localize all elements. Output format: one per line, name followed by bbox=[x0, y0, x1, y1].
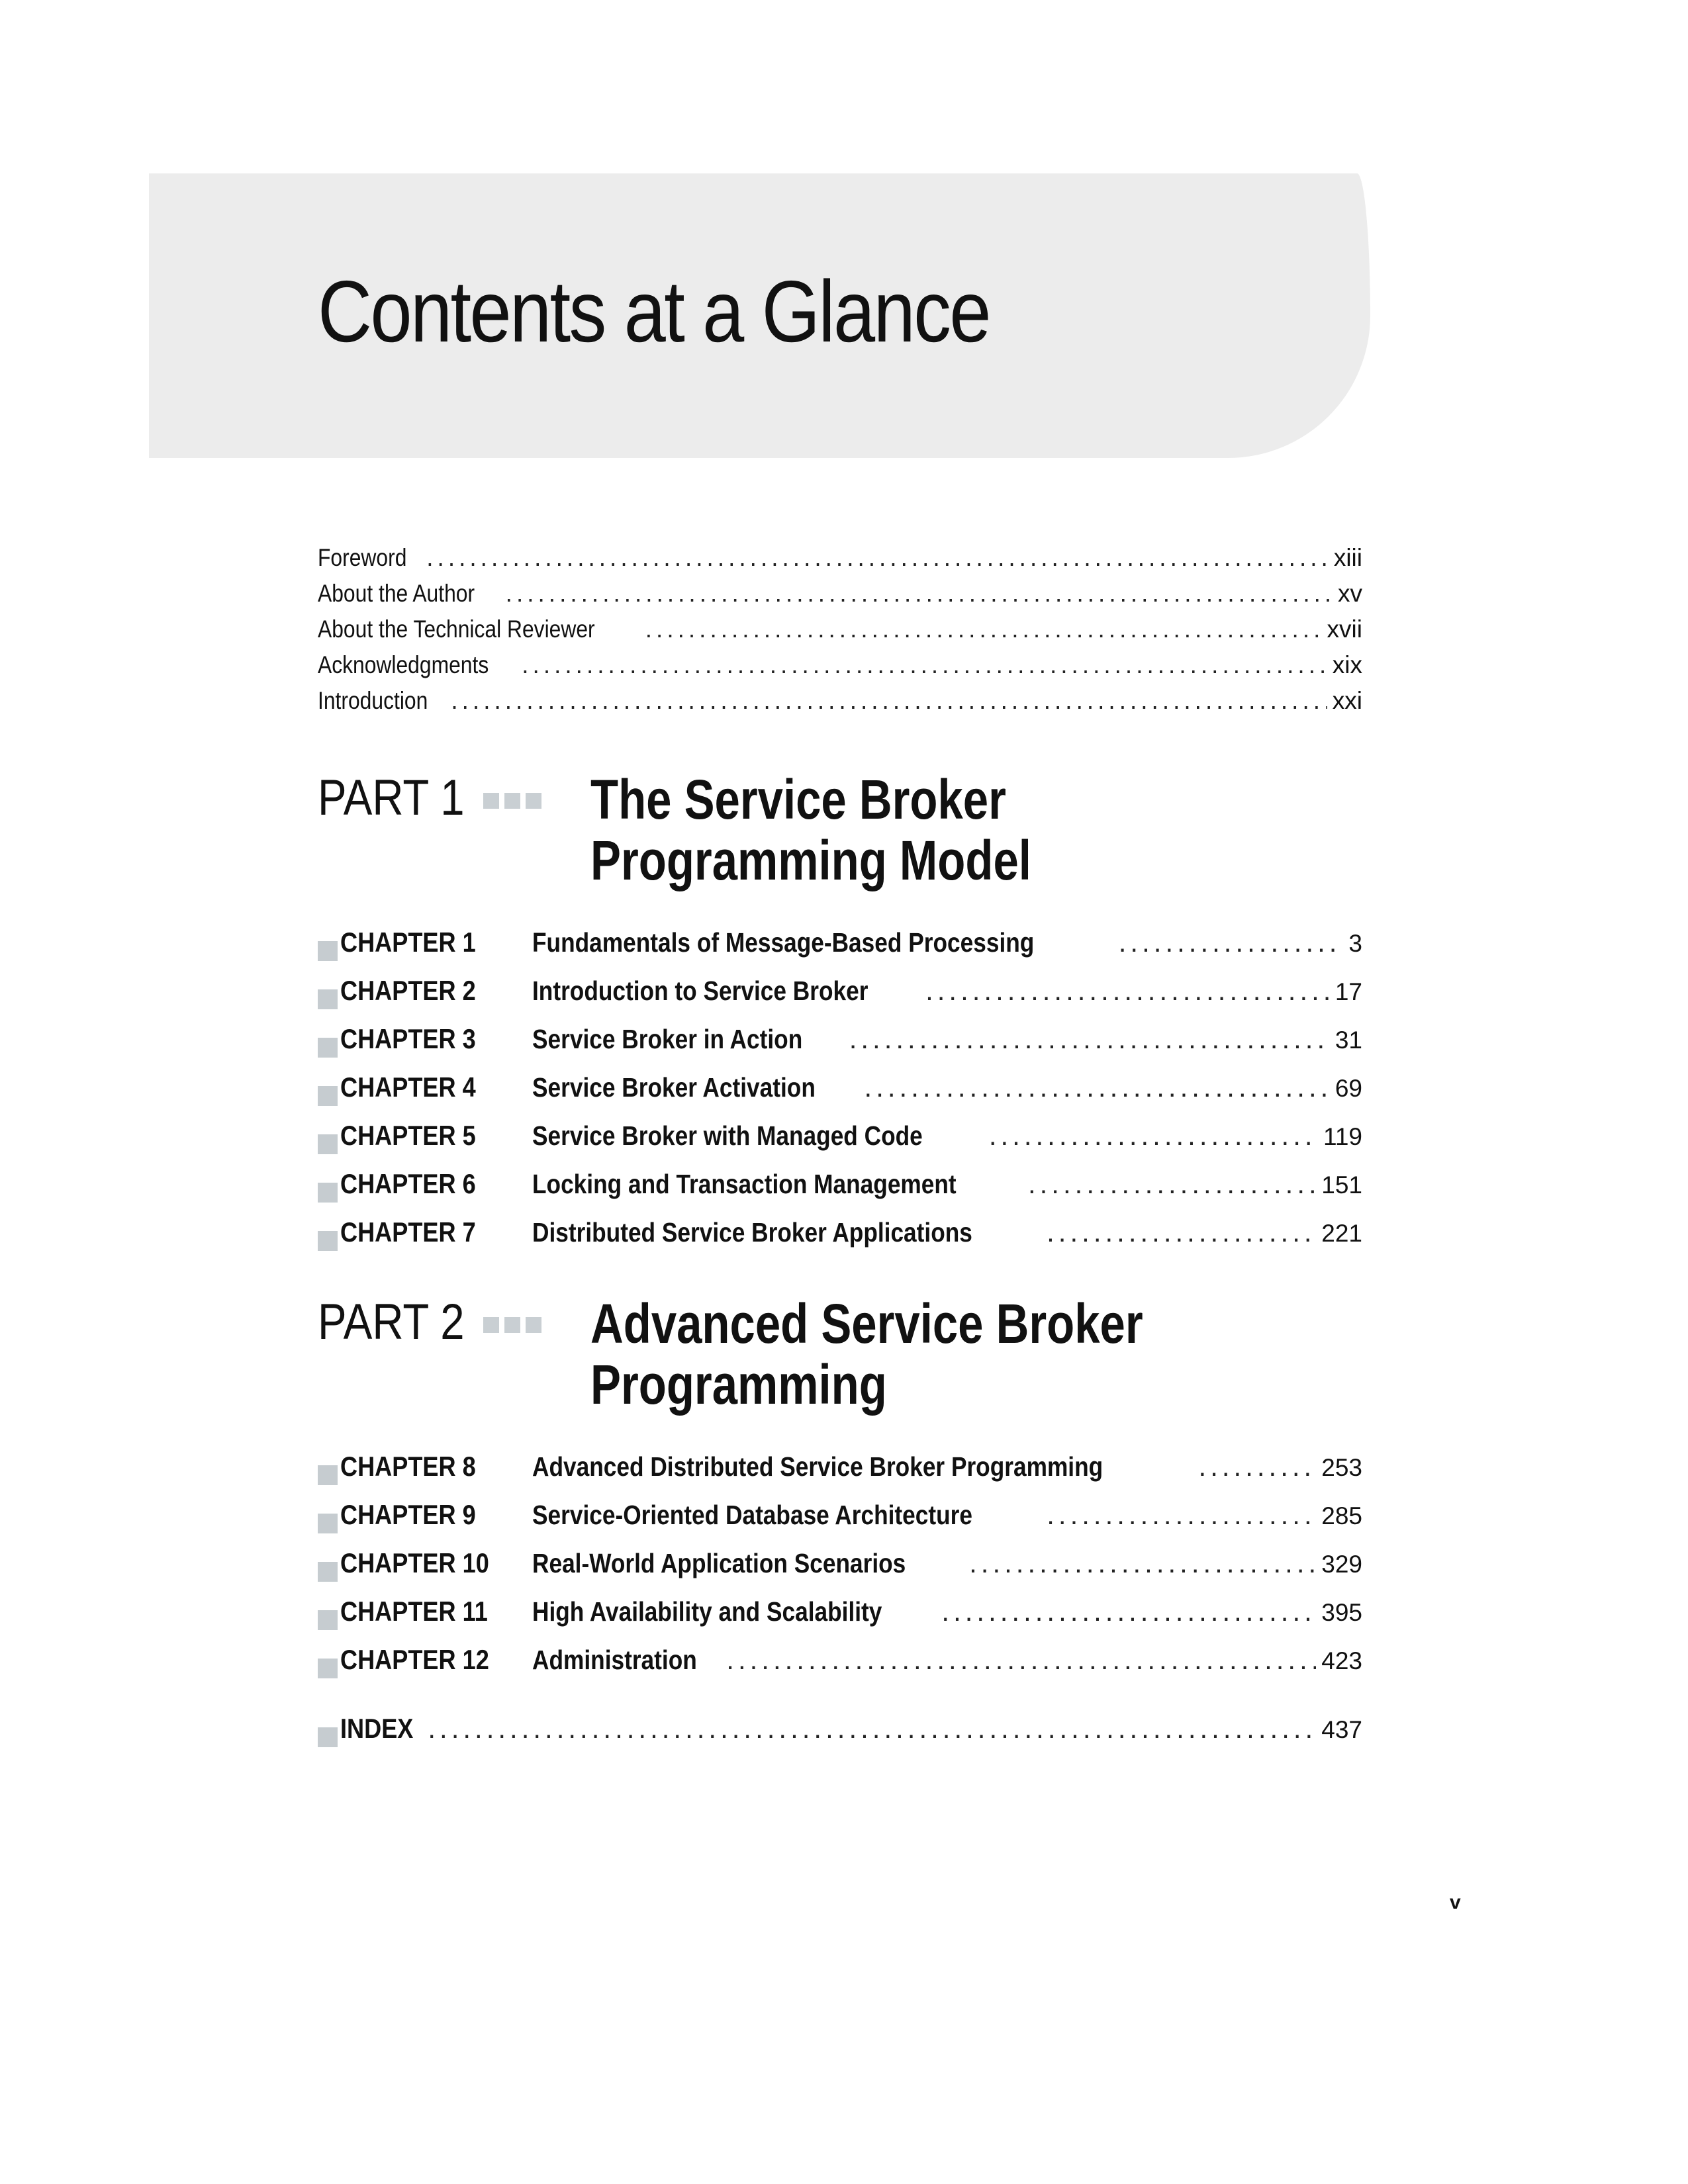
square-bullet-icon bbox=[318, 1086, 338, 1106]
chapter-page: 151 bbox=[1321, 1171, 1362, 1199]
page-title: Contents at a Glance bbox=[318, 263, 990, 360]
square-bullet-icon bbox=[318, 989, 338, 1009]
index-section bbox=[318, 1713, 1362, 1761]
dot-leader bbox=[645, 615, 1322, 643]
chapter-entry-9[interactable] bbox=[318, 1499, 1362, 1547]
chapter-label: CHAPTER 6 bbox=[340, 1168, 476, 1199]
chapter-entry-7[interactable] bbox=[318, 1216, 1362, 1265]
square-bullet-icon bbox=[318, 1038, 338, 1058]
part-title bbox=[590, 769, 1031, 891]
square-icon bbox=[483, 1317, 499, 1333]
part-title-line: Programming bbox=[590, 1353, 887, 1416]
square-icon bbox=[526, 1317, 541, 1333]
square-bullet-icon bbox=[318, 1610, 338, 1630]
dot-leader bbox=[426, 544, 1329, 572]
part-1-heading bbox=[318, 769, 1377, 895]
square-bullet-icon bbox=[318, 1514, 338, 1533]
toc-entry-label: About the Author bbox=[318, 580, 475, 607]
square-bullet-icon bbox=[318, 1465, 338, 1485]
square-icon bbox=[504, 793, 520, 809]
chapter-page: 395 bbox=[1321, 1599, 1362, 1626]
part-separator-squares bbox=[483, 793, 541, 809]
chapter-title: Service Broker with Managed Code bbox=[532, 1120, 923, 1151]
dot-leader bbox=[1119, 927, 1344, 958]
chapter-title: Service Broker in Action bbox=[532, 1024, 803, 1054]
toc-entry-label: About the Technical Reviewer bbox=[318, 615, 595, 643]
front-matter-list bbox=[318, 544, 1362, 723]
chapter-entry-6[interactable] bbox=[318, 1168, 1362, 1216]
chapter-title: Service-Oriented Database Architecture bbox=[532, 1500, 972, 1530]
dot-leader bbox=[989, 1120, 1318, 1152]
index-page: 437 bbox=[1321, 1716, 1362, 1743]
chapter-title: Distributed Service Broker Applications bbox=[532, 1217, 972, 1248]
toc-entry-page: xix bbox=[1332, 651, 1362, 678]
square-icon bbox=[483, 793, 499, 809]
part-title-line: Advanced Service Broker bbox=[590, 1293, 1143, 1355]
part-title-line: The Service Broker bbox=[590, 768, 1006, 831]
page-folio: v bbox=[1450, 1891, 1461, 1913]
index-entry[interactable] bbox=[318, 1713, 1362, 1761]
index-label: INDEX bbox=[340, 1713, 414, 1744]
part-2-heading bbox=[318, 1293, 1377, 1419]
chapter-label: CHAPTER 11 bbox=[340, 1596, 488, 1627]
dot-leader bbox=[506, 580, 1333, 608]
chapter-label: CHAPTER 8 bbox=[340, 1451, 476, 1482]
toc-entry-page: xxi bbox=[1332, 687, 1362, 714]
dot-leader bbox=[1047, 1499, 1316, 1531]
chapter-title: Locking and Transaction Management bbox=[532, 1169, 957, 1199]
part-title bbox=[590, 1293, 1143, 1415]
chapter-entry-4[interactable] bbox=[318, 1071, 1362, 1120]
part-label: PART 1 bbox=[318, 770, 465, 826]
chapter-page: 31 bbox=[1335, 1026, 1362, 1054]
toc-entry-acknowledgments[interactable] bbox=[318, 651, 1362, 687]
chapter-title: Real-World Application Scenarios bbox=[532, 1548, 906, 1578]
chapter-entry-11[interactable] bbox=[318, 1596, 1362, 1644]
dot-leader bbox=[1199, 1451, 1317, 1482]
dot-leader bbox=[849, 1023, 1330, 1055]
chapter-page: 3 bbox=[1348, 930, 1362, 957]
toc-entry-page: xvii bbox=[1327, 615, 1362, 643]
square-bullet-icon bbox=[318, 1562, 338, 1582]
chapter-title: Advanced Distributed Service Broker Programming bbox=[532, 1451, 1103, 1482]
dot-leader bbox=[865, 1071, 1330, 1103]
part-label: PART 2 bbox=[318, 1294, 465, 1350]
chapter-entry-12[interactable] bbox=[318, 1644, 1362, 1692]
square-bullet-icon bbox=[318, 1134, 338, 1154]
toc-entry-page: xiii bbox=[1333, 544, 1362, 571]
chapter-page: 17 bbox=[1335, 978, 1362, 1005]
square-bullet-icon bbox=[318, 1231, 338, 1251]
dot-leader bbox=[428, 1713, 1316, 1745]
chapter-label: CHAPTER 9 bbox=[340, 1499, 476, 1530]
part-separator-squares bbox=[483, 1317, 541, 1333]
chapter-label: CHAPTER 4 bbox=[340, 1071, 476, 1103]
dot-leader bbox=[925, 975, 1330, 1007]
square-icon bbox=[504, 1317, 520, 1333]
chapter-label: CHAPTER 7 bbox=[340, 1216, 476, 1248]
square-icon bbox=[526, 793, 541, 809]
chapter-entry-8[interactable] bbox=[318, 1451, 1362, 1499]
chapter-label: CHAPTER 2 bbox=[340, 975, 476, 1006]
dot-leader bbox=[522, 651, 1327, 679]
part-2-chapter-list bbox=[318, 1451, 1362, 1692]
chapter-title: Service Broker Activation bbox=[532, 1072, 816, 1103]
toc-entry-label: Introduction bbox=[318, 687, 428, 714]
toc-entry-label: Foreword bbox=[318, 544, 407, 571]
toc-entry-foreword[interactable] bbox=[318, 544, 1362, 580]
chapter-page: 119 bbox=[1323, 1123, 1362, 1150]
dot-leader bbox=[726, 1644, 1316, 1676]
dot-leader bbox=[1028, 1168, 1316, 1200]
dot-leader bbox=[941, 1596, 1316, 1627]
chapter-title: High Availability and Scalability bbox=[532, 1596, 882, 1627]
toc-entry-about-author[interactable] bbox=[318, 580, 1362, 615]
toc-entry-introduction[interactable] bbox=[318, 687, 1362, 723]
chapter-entry-3[interactable] bbox=[318, 1023, 1362, 1071]
chapter-entry-2[interactable] bbox=[318, 975, 1362, 1023]
toc-entry-technical-reviewer[interactable] bbox=[318, 615, 1362, 651]
part-title-line: Programming Model bbox=[590, 829, 1031, 891]
chapter-label: CHAPTER 12 bbox=[340, 1644, 489, 1675]
chapter-label: CHAPTER 1 bbox=[340, 927, 476, 958]
square-bullet-icon bbox=[318, 1659, 338, 1678]
chapter-page: 69 bbox=[1335, 1075, 1362, 1102]
chapter-entry-1[interactable] bbox=[318, 927, 1362, 975]
chapter-page: 329 bbox=[1321, 1551, 1362, 1578]
chapter-title: Fundamentals of Message-Based Processing bbox=[532, 927, 1035, 958]
chapter-page: 253 bbox=[1321, 1454, 1362, 1481]
square-bullet-icon bbox=[318, 1727, 338, 1747]
chapter-title: Introduction to Service Broker bbox=[532, 976, 868, 1006]
chapter-page: 285 bbox=[1321, 1502, 1362, 1529]
dot-leader bbox=[451, 687, 1327, 715]
toc-entry-page: xv bbox=[1338, 580, 1362, 607]
chapter-page: 221 bbox=[1321, 1220, 1362, 1247]
chapter-label: CHAPTER 5 bbox=[340, 1120, 476, 1151]
chapter-label: CHAPTER 10 bbox=[340, 1547, 489, 1578]
chapter-entry-5[interactable] bbox=[318, 1120, 1362, 1168]
dot-leader bbox=[969, 1547, 1316, 1579]
chapter-page: 423 bbox=[1321, 1647, 1362, 1674]
part-1-chapter-list bbox=[318, 927, 1362, 1265]
square-bullet-icon bbox=[318, 1183, 338, 1203]
chapter-title: Administration bbox=[532, 1645, 697, 1675]
toc-entry-label: Acknowledgments bbox=[318, 651, 489, 678]
chapter-entry-10[interactable] bbox=[318, 1547, 1362, 1596]
dot-leader bbox=[1047, 1216, 1316, 1248]
chapter-label: CHAPTER 3 bbox=[340, 1023, 476, 1054]
square-bullet-icon bbox=[318, 941, 338, 961]
